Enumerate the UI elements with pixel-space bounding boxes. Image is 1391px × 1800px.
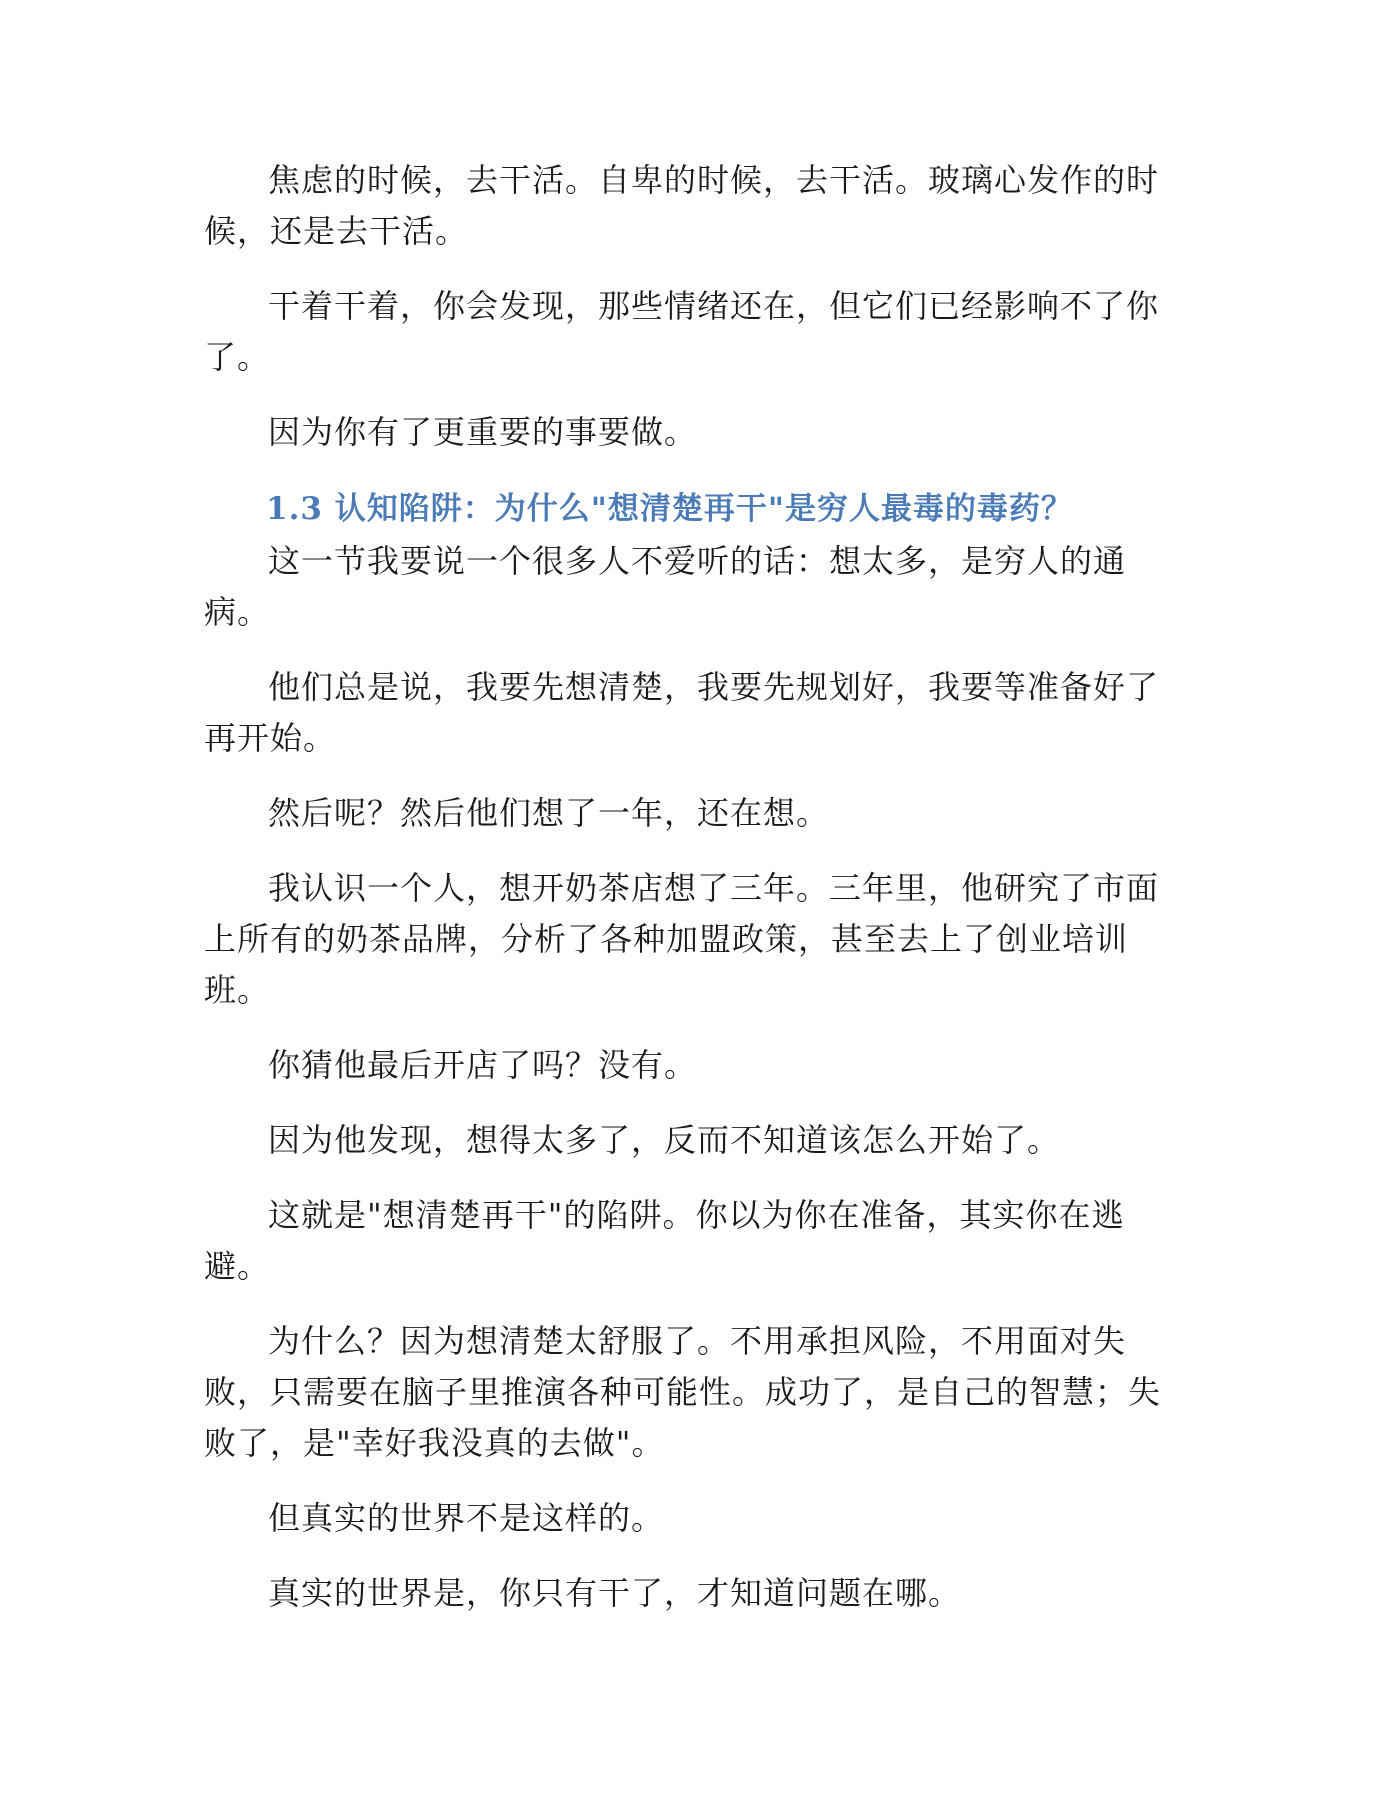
paragraph: 但真实的世界不是这样的。	[268, 1499, 665, 1537]
paragraph: 因为你有了更重要的事要做。	[268, 413, 698, 451]
paragraph: 然后呢？然后他们想了一年，还在想。	[268, 794, 830, 832]
document-body	[204, 155, 1184, 1643]
paragraph: 因为他发现，想得太多了，反而不知道该怎么开始了。	[268, 1121, 1061, 1159]
paragraph: 干着干着，你会发现，那些情绪还在，但它们已经影响不了你了。	[204, 287, 1160, 376]
paragraph: 你猜他最后开店了吗？没有。	[268, 1046, 698, 1084]
paragraph: 这就是"想清楚再干"的陷阱。你以为你在准备，其实你在逃避。	[204, 1196, 1125, 1285]
section-heading: 1.3 认知陷阱：为什么"想清楚再干"是穷人最毒的毒药？	[266, 491, 1074, 527]
paragraph: 为什么？因为想清楚太舒服了。不用承担风险，不用面对失败，只需要在脑子里推演各种可能性。成功了，是自己的智慧；失败了，是"幸好我没真的去做"。	[204, 1322, 1162, 1462]
paragraph: 焦虑的时候，去干活。自卑的时候，去干活。玻璃心发作的时候，还是去干活。	[204, 161, 1160, 250]
paragraph: 真实的世界是，你只有干了，才知道问题在哪。	[268, 1574, 962, 1612]
paragraph: 这一节我要说一个很多人不爱听的话：想太多，是穷人的通病。	[204, 542, 1127, 631]
paragraph: 我认识一个人，想开奶茶店想了三年。三年里，他研究了市面上所有的奶茶品牌，分析了各种加盟政策，甚至去上了创业培训班。	[204, 869, 1160, 1009]
paragraph: 他们总是说，我要先想清楚，我要先规划好，我要等准备好了再开始。	[204, 668, 1160, 757]
